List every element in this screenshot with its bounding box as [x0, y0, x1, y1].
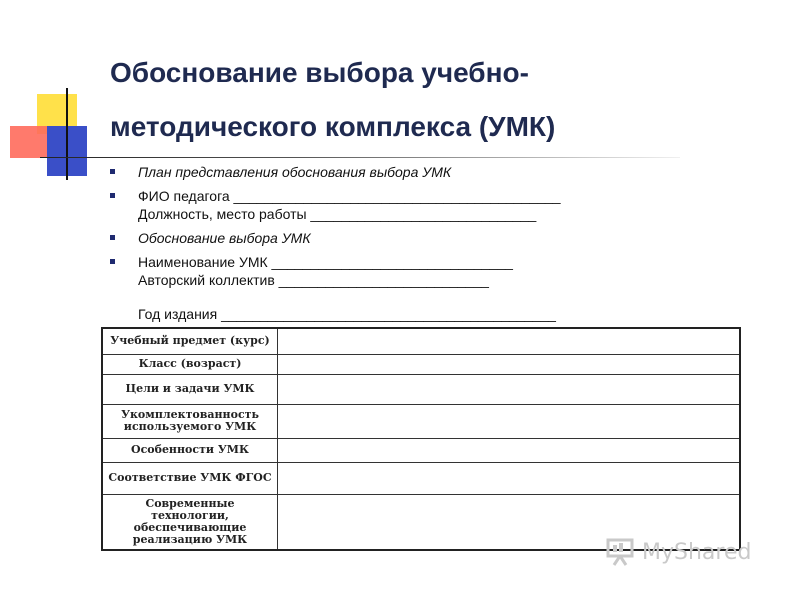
table-row — [102, 462, 740, 494]
bullet-marker — [110, 259, 115, 264]
row-value-cell — [278, 374, 741, 404]
table-row — [102, 328, 740, 354]
bullet-list — [110, 163, 561, 329]
table-row — [102, 354, 740, 374]
list-item — [110, 187, 561, 223]
bullet-marker — [110, 193, 115, 198]
presentation-board-icon — [606, 538, 636, 566]
authors-field: Авторский коллектив ___________________________ — [138, 272, 489, 288]
list-item — [110, 229, 561, 247]
row-label: Особенности УМК — [102, 438, 278, 462]
umk-name-field: Наименование УМК _______________________________ — [138, 254, 513, 270]
row-value-cell — [278, 328, 741, 354]
decor-vertical-line — [66, 88, 68, 180]
watermark-text: MyShared — [642, 539, 752, 565]
row-label: Современные технологии, обеспечивающие реализацию УМК — [102, 494, 278, 550]
title-line-2: методического комплекса (УМК) — [110, 111, 556, 142]
bullet-marker — [110, 169, 115, 174]
row-label: Укомплектованность используемого УМК — [102, 404, 278, 438]
table-row — [102, 438, 740, 462]
row-value-cell — [278, 354, 741, 374]
spacer — [138, 289, 561, 305]
row-label: Класс (возраст) — [102, 354, 278, 374]
teacher-name-field: ФИО педагога __________________________________________ — [138, 188, 561, 204]
title-line-1: Обоснование выбора учебно- — [110, 57, 529, 88]
table-row — [102, 404, 740, 438]
umk-table — [101, 327, 741, 551]
slide-title — [110, 46, 710, 154]
list-item — [110, 253, 561, 323]
row-value-cell — [278, 462, 741, 494]
row-value-cell — [278, 438, 741, 462]
watermark — [606, 538, 751, 566]
bullet-text: План представления обоснования выбора УМК — [138, 164, 452, 180]
list-item — [110, 163, 561, 181]
position-field: Должность, место работы _____________________________ — [138, 206, 537, 222]
row-value-cell — [278, 404, 741, 438]
table-row — [102, 374, 740, 404]
row-label: Учебный предмет (курс) — [102, 328, 278, 354]
bullet-marker — [110, 235, 115, 240]
bullet-text: Обоснование выбора УМК — [138, 230, 311, 246]
year-field: Год издания ___________________________________________ — [138, 306, 556, 322]
row-label: Цели и задачи УМК — [102, 374, 278, 404]
title-underline — [40, 157, 680, 158]
row-label: Соответствие УМК ФГОС — [102, 462, 278, 494]
